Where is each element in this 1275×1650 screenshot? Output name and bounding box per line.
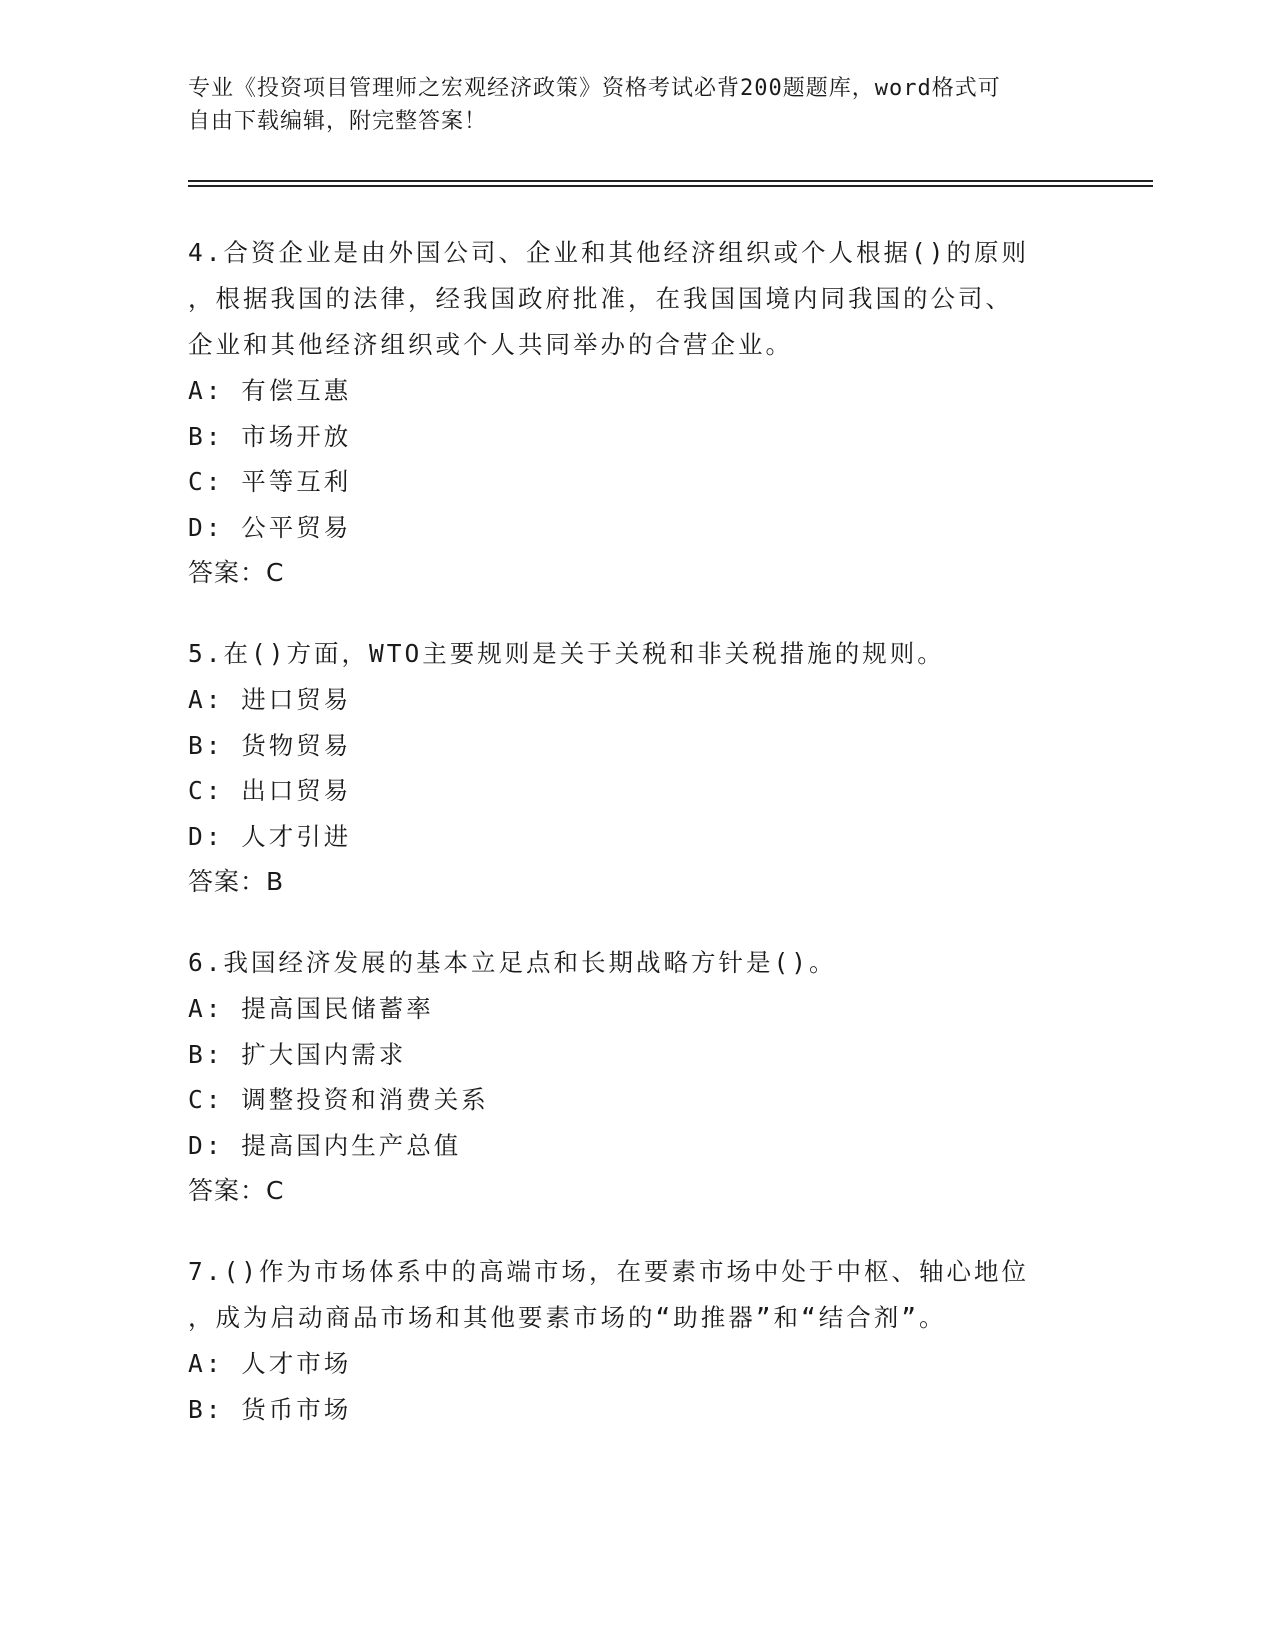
question-7 xyxy=(188,1249,1153,1432)
question-line: ，成为启动商品市场和其他要素市场的“助推器”和“结合剂”。 xyxy=(188,1303,947,1332)
option-b: B: 货物贸易 xyxy=(188,730,352,760)
option-b: B: 市场开放 xyxy=(188,421,352,451)
option-b: B: 扩大国内需求 xyxy=(188,1039,407,1069)
option-d: D: 人才引进 xyxy=(188,821,352,851)
question-line: ，根据我国的法律，经我国政府批准，在我国国境内同我国的公司、 xyxy=(188,284,1013,313)
option-c: C: 出口贸易 xyxy=(188,776,352,805)
option-a: A: 有偿互惠 xyxy=(188,376,352,405)
document-header xyxy=(188,72,1068,138)
question-line: 4.合资企业是由外国公司、企业和其他经济组织或个人根据()的原则 xyxy=(188,238,1029,267)
option-c: C: 平等互利 xyxy=(188,467,352,496)
question-4 xyxy=(188,230,1153,596)
document-page xyxy=(188,72,1153,1432)
header-line-1: 专业《投资项目管理师之宏观经济政策》资格考试必背200题题库，word格式可 xyxy=(188,76,1001,101)
header-divider xyxy=(188,180,1153,182)
answer-line: 答案：B xyxy=(188,867,285,896)
question-text xyxy=(188,940,1153,986)
option-a: A: 进口贸易 xyxy=(188,685,352,714)
question-line: 5.在()方面，WTO主要规则是关于关税和非关税措施的规则。 xyxy=(188,639,945,668)
option-a: A: 人才市场 xyxy=(188,1349,352,1378)
question-5 xyxy=(188,631,1153,905)
option-d: D: 提高国内生产总值 xyxy=(188,1130,462,1160)
option-c: C: 调整投资和消费关系 xyxy=(188,1085,489,1114)
answer-line: 答案：C xyxy=(188,1176,285,1205)
question-text xyxy=(188,631,1153,677)
question-6 xyxy=(188,940,1153,1214)
question-text xyxy=(188,1249,1153,1341)
question-line: 6.我国经济发展的基本立足点和长期战略方针是()。 xyxy=(188,948,837,977)
question-line: 7.()作为市场体系中的高端市场，在要素市场中处于中枢、轴心地位 xyxy=(188,1257,1029,1286)
option-b: B: 货币市场 xyxy=(188,1394,352,1424)
option-a: A: 提高国民储蓄率 xyxy=(188,994,434,1023)
option-d: D: 公平贸易 xyxy=(188,512,352,542)
answer-line: 答案：C xyxy=(188,558,285,587)
question-line: 企业和其他经济组织或个人共同举办的合营企业。 xyxy=(188,330,793,359)
question-text xyxy=(188,230,1153,368)
header-line-2: 自由下载编辑，附完整答案！ xyxy=(188,109,488,134)
